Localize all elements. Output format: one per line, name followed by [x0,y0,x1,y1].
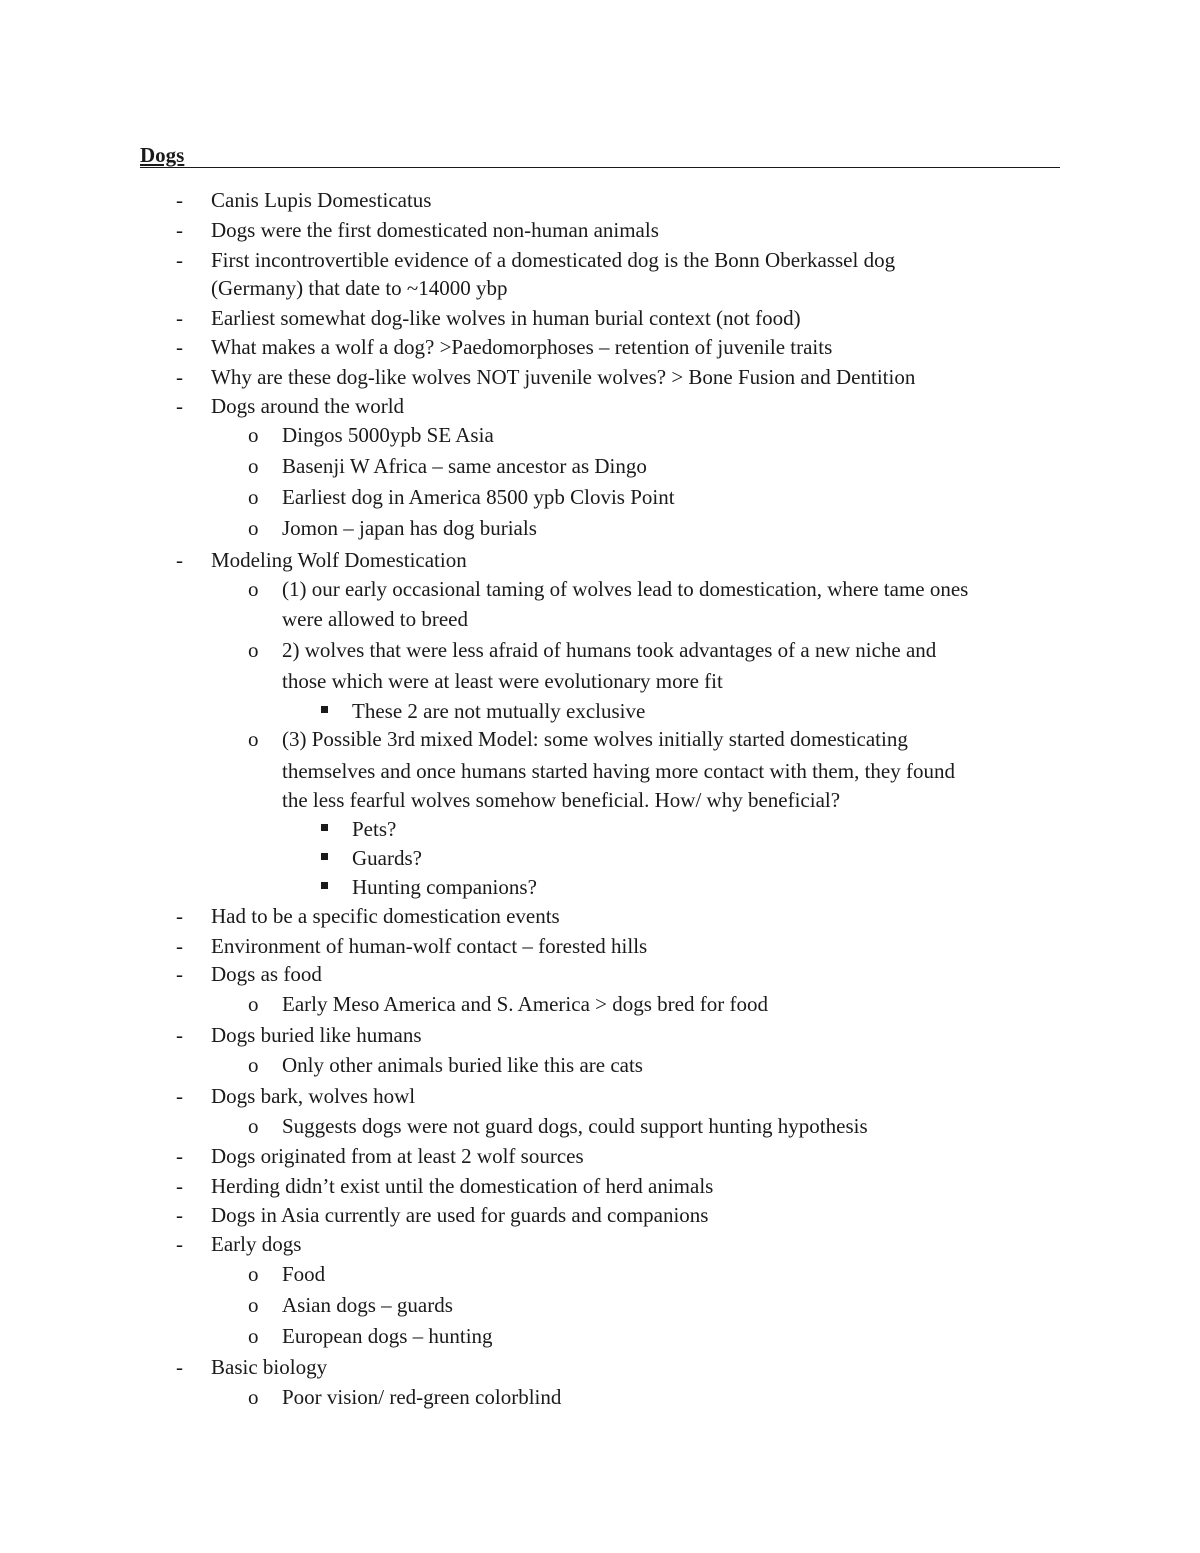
list-item: Dogs around the world [211,394,405,418]
list-item: What makes a wolf a dog? >Paedomorphoses – retention of juvenile traits [211,335,833,359]
dash-bullet: - [176,188,183,212]
dash-bullet: - [176,394,183,418]
list-item: Had to be a specific domestication events [211,904,560,928]
list-item-continuation: themselves and once humans started having more contact with them, they found [282,759,955,783]
circle-bullet: o [248,1262,259,1286]
list-item: Dingos 5000ypb SE Asia [282,423,494,447]
circle-bullet: o [248,727,259,751]
list-item: Food [282,1262,326,1286]
list-item: Canis Lupis Domesticatus [211,188,432,212]
circle-bullet: o [248,1324,259,1348]
list-item: (3) Possible 3rd mixed Model: some wolves initially started domesticating [282,727,908,751]
circle-bullet: o [248,1293,259,1317]
dash-bullet: - [176,934,183,958]
list-item: These 2 are not mutually exclusive [352,699,646,723]
list-item: Dogs buried like humans [211,1023,422,1047]
list-item: 2) wolves that were less afraid of humans took advantages of a new niche and [282,638,937,662]
circle-bullet: o [248,485,259,509]
list-item-continuation: (Germany) that date to ~14000 ybp [211,276,508,300]
circle-bullet: o [248,577,259,601]
list-item: Dogs bark, wolves howl [211,1084,416,1108]
circle-bullet: o [248,992,259,1016]
dash-bullet: - [176,1084,183,1108]
square-bullet-icon [321,853,328,860]
list-item: (1) our early occasional taming of wolves lead to domestication, where tame ones [282,577,969,601]
heading-rule [140,143,1060,168]
list-item: Jomon – japan has dog burials [282,516,537,540]
dash-bullet: - [176,218,183,242]
circle-bullet: o [248,638,259,662]
list-item: Suggests dogs were not guard dogs, could support hunting hypothesis [282,1114,868,1138]
list-item: Dogs in Asia currently are used for guards and companions [211,1203,709,1227]
square-bullet-icon [321,882,328,889]
dash-bullet: - [176,1203,183,1227]
dash-bullet: - [176,904,183,928]
list-item: Hunting companions? [352,875,537,899]
circle-bullet: o [248,454,259,478]
list-item: Herding didn’t exist until the domestication of herd animals [211,1174,714,1198]
list-item: Early Meso America and S. America > dogs bred for food [282,992,768,1016]
page-title: Dogs [140,143,185,167]
square-bullet-icon [321,824,328,831]
list-item: Dogs originated from at least 2 wolf sources [211,1144,584,1168]
dash-bullet: - [176,365,183,389]
list-item: Earliest dog in America 8500 ypb Clovis Point [282,485,675,509]
list-item: Poor vision/ red-green colorblind [282,1385,562,1409]
square-bullet-icon [321,706,328,713]
dash-bullet: - [176,1355,183,1379]
dash-bullet: - [176,962,183,986]
list-item: Guards? [352,846,422,870]
list-item-continuation: the less fearful wolves somehow beneficial. How/ why beneficial? [282,788,841,812]
list-item: Modeling Wolf Domestication [211,548,467,572]
list-item: Environment of human-wolf contact – forested hills [211,934,648,958]
circle-bullet: o [248,516,259,540]
dash-bullet: - [176,1174,183,1198]
list-item: Early dogs [211,1232,302,1256]
list-item: Why are these dog-like wolves NOT juvenile wolves? > Bone Fusion and Dentition [211,365,916,389]
dash-bullet: - [176,1023,183,1047]
list-item: Basic biology [211,1355,328,1379]
dash-bullet: - [176,1232,183,1256]
list-item: Asian dogs – guards [282,1293,453,1317]
dash-bullet: - [176,248,183,272]
dash-bullet: - [176,335,183,359]
dash-bullet: - [176,548,183,572]
circle-bullet: o [248,1385,259,1409]
dash-bullet: - [176,306,183,330]
list-item: Dogs were the first domesticated non-human animals [211,218,659,242]
circle-bullet: o [248,1114,259,1138]
list-item: Basenji W Africa – same ancestor as Dingo [282,454,647,478]
circle-bullet: o [248,1053,259,1077]
dash-bullet: - [176,1144,183,1168]
list-item: Earliest somewhat dog-like wolves in human burial context (not food) [211,306,801,330]
list-item: European dogs – hunting [282,1324,493,1348]
circle-bullet: o [248,423,259,447]
list-item: Pets? [352,817,397,841]
list-item: Dogs as food [211,962,322,986]
list-item-continuation: were allowed to breed [282,607,468,631]
list-item: Only other animals buried like this are cats [282,1053,643,1077]
list-item-continuation: those which were at least were evolutionary more fit [282,669,723,693]
list-item: First incontrovertible evidence of a domesticated dog is the Bonn Oberkassel dog [211,248,896,272]
